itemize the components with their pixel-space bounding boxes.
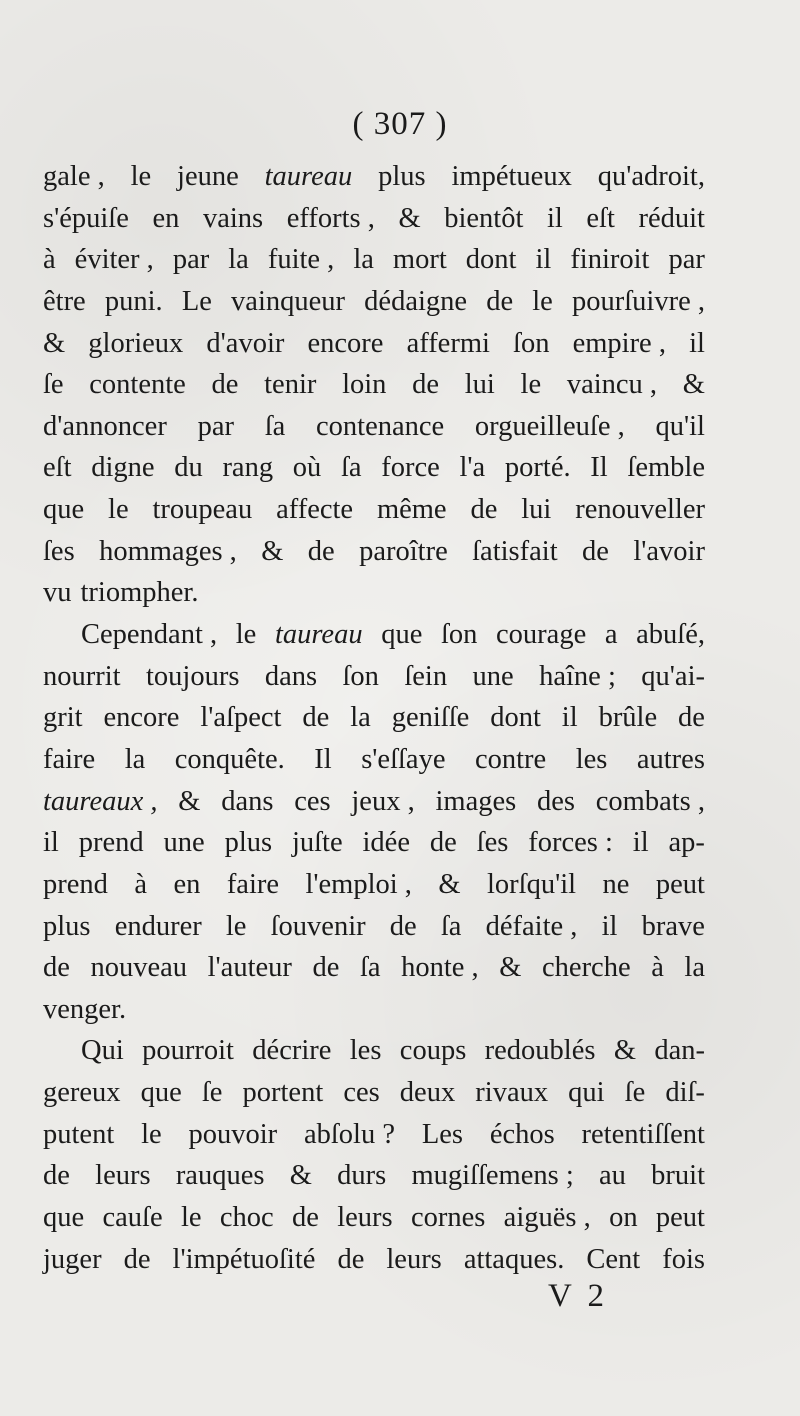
word: combats , — [595, 785, 705, 817]
word: impétueux — [451, 161, 572, 192]
word: & — [613, 1035, 636, 1067]
word: que — [140, 1077, 182, 1109]
word: contre — [474, 743, 547, 775]
word: il — [546, 202, 563, 234]
word: que — [381, 619, 423, 651]
word: il — [561, 702, 578, 734]
word: Cent — [586, 1243, 641, 1275]
word: aiguës , — [503, 1202, 591, 1234]
word: brave — [641, 910, 705, 942]
word: renouveller — [575, 494, 705, 526]
word: ſatisfait — [472, 535, 558, 567]
word: idée — [362, 827, 410, 859]
word: & — [499, 952, 522, 984]
word: peut — [655, 1202, 705, 1234]
word: il — [632, 827, 649, 859]
word: ſon — [342, 660, 379, 692]
word: qu'adroit, — [597, 161, 705, 192]
word: le — [520, 369, 542, 401]
word: nouveau — [90, 952, 188, 984]
word: loin — [342, 369, 387, 401]
word: jeune — [177, 161, 239, 192]
word: ſouvenir — [270, 910, 366, 942]
word: de — [43, 952, 70, 984]
word: Cependant , — [81, 619, 218, 651]
word: ſa — [340, 452, 362, 484]
word: les — [349, 1035, 382, 1067]
word: la — [124, 743, 146, 775]
word: mort — [392, 244, 447, 276]
word: le — [130, 161, 152, 192]
word: plus — [378, 161, 426, 192]
word: tenir — [264, 369, 317, 401]
text-line — [43, 1239, 705, 1281]
word: d'annoncer — [43, 410, 167, 442]
word: bientôt — [444, 202, 524, 234]
word: geniſſe — [391, 702, 470, 734]
word: Il — [314, 743, 332, 775]
word: de — [389, 910, 417, 942]
word: ſa — [440, 910, 462, 942]
word: a — [604, 619, 618, 651]
text-line — [43, 323, 705, 365]
word: faire — [226, 868, 280, 900]
text-line — [43, 656, 705, 698]
word: ſe — [43, 369, 64, 401]
word: finiroit — [570, 244, 650, 276]
word: vaincu , — [566, 369, 658, 401]
word: on — [609, 1202, 638, 1234]
word: dédaigne — [364, 285, 468, 317]
word: triompher. — [80, 577, 199, 609]
word: par — [172, 244, 210, 276]
word: rang — [222, 452, 274, 484]
word: brûle — [598, 702, 658, 734]
word: en — [173, 868, 201, 900]
text-line — [43, 239, 705, 281]
text-line — [43, 406, 705, 448]
word: coups — [399, 1035, 467, 1067]
word: éviter , — [74, 244, 154, 276]
word: le — [141, 1118, 162, 1150]
word: affecte — [276, 494, 354, 526]
signature-mark: V 2 — [548, 1278, 608, 1314]
word: ces — [343, 1077, 380, 1109]
word: empire , — [572, 327, 666, 359]
word: il — [43, 827, 59, 859]
word: rauques — [175, 1160, 265, 1192]
word: images — [435, 785, 517, 817]
word: & — [682, 369, 705, 401]
word: glorieux — [88, 327, 184, 359]
word: taureaux , — [43, 785, 158, 817]
word: toujours — [146, 660, 240, 692]
word: défaite , — [485, 910, 578, 942]
word: s'épuiſe — [43, 202, 129, 234]
word: ſes — [476, 827, 509, 859]
word: que — [43, 1202, 85, 1234]
word: putent — [43, 1118, 115, 1150]
word: gale , — [43, 161, 105, 192]
word: leurs — [386, 1243, 442, 1275]
text-line — [43, 281, 705, 323]
word: honte , — [401, 952, 479, 984]
word: le — [108, 494, 129, 526]
word: de — [307, 535, 335, 567]
text-line — [43, 198, 705, 240]
word: grit — [43, 702, 83, 734]
page-number: ( 307 ) — [352, 106, 448, 142]
word: l'avoir — [633, 535, 705, 567]
word: il — [689, 327, 705, 359]
text-line — [43, 947, 705, 989]
word: & — [178, 785, 201, 817]
word: une — [163, 827, 205, 859]
text-line — [43, 1030, 705, 1072]
word: forces : — [528, 827, 613, 859]
word: pourſuivre , — [572, 285, 705, 317]
word: la — [350, 702, 371, 734]
word: au — [599, 1160, 626, 1192]
word: l'emploi , — [305, 868, 412, 900]
word: diſ- — [665, 1077, 705, 1109]
word: contente — [89, 369, 186, 401]
word: ſa — [264, 410, 286, 442]
word: retentiſſent — [581, 1118, 705, 1150]
word: cornes — [410, 1202, 486, 1234]
word: par — [197, 410, 234, 442]
word: rivaux — [475, 1077, 549, 1109]
word: plus — [224, 827, 273, 859]
word: affermi — [406, 327, 490, 359]
word: endurer — [114, 910, 202, 942]
word: ſe — [624, 1077, 646, 1109]
word: l'a — [459, 452, 486, 484]
text-line — [43, 864, 705, 906]
text-line — [43, 531, 705, 573]
word: eſt — [43, 452, 72, 484]
word: de — [291, 1202, 319, 1234]
word: qui — [568, 1077, 605, 1109]
word: haîne ; — [539, 660, 616, 692]
word: il — [535, 244, 552, 276]
word: paroître — [359, 535, 448, 567]
word: de — [312, 952, 340, 984]
word: & — [438, 868, 461, 900]
word: l'impétuoſité — [172, 1243, 316, 1275]
word: de — [43, 1160, 70, 1192]
word: durs — [337, 1160, 387, 1192]
text-line — [43, 572, 705, 614]
word: qu'ai- — [641, 660, 705, 692]
text-line — [43, 1155, 705, 1197]
word: prend — [43, 868, 108, 900]
word: de — [486, 285, 514, 317]
word: portent — [242, 1077, 324, 1109]
word: ſes — [43, 535, 75, 567]
word: cherche — [542, 952, 631, 984]
word: la — [228, 244, 249, 276]
word: fuite , — [267, 244, 335, 276]
word: conquête. — [174, 743, 285, 775]
word: vainqueur — [231, 285, 346, 317]
word: Il — [590, 452, 608, 484]
word: de — [678, 702, 705, 734]
word: encore — [307, 327, 384, 359]
word: cauſe — [102, 1202, 163, 1234]
word: hommages , — [99, 535, 237, 567]
word: Le — [181, 285, 212, 317]
word: ap- — [668, 827, 705, 859]
word: vains — [202, 202, 264, 234]
word: échos — [489, 1118, 555, 1150]
word: faire — [43, 743, 96, 775]
text-line — [43, 697, 705, 739]
word: dont — [465, 244, 517, 276]
word: courage — [496, 619, 587, 651]
word: ſa — [359, 952, 381, 984]
word: en — [152, 202, 180, 234]
word: lui — [521, 494, 552, 526]
word: où — [292, 452, 322, 484]
word: troupeau — [152, 494, 253, 526]
word: taureau — [274, 619, 363, 651]
text-line — [43, 1114, 705, 1156]
word: ſemble — [627, 452, 705, 484]
word: de — [412, 369, 440, 401]
word: Qui — [81, 1035, 124, 1067]
word: du — [174, 452, 203, 484]
word: Les — [421, 1118, 463, 1150]
text-line — [43, 156, 705, 198]
word: nourrit — [43, 660, 121, 692]
text-line — [43, 906, 705, 948]
word: jeux , — [351, 785, 415, 817]
word: ces — [294, 785, 331, 817]
word: fois — [662, 1243, 705, 1275]
word: efforts , — [286, 202, 375, 234]
word: contenance — [316, 410, 445, 442]
word: lui — [464, 369, 495, 401]
word: choc — [219, 1202, 274, 1234]
word: de — [123, 1243, 151, 1275]
word: à — [651, 952, 664, 984]
word: encore — [103, 702, 180, 734]
text-line — [43, 489, 705, 531]
word: abuſé, — [636, 619, 705, 651]
word: que — [43, 494, 85, 526]
word: leurs — [337, 1202, 393, 1234]
word: il — [601, 910, 618, 942]
word: le — [180, 1202, 202, 1234]
text-line — [43, 1072, 705, 1114]
word: le — [225, 910, 247, 942]
word: abſolu ? — [303, 1118, 395, 1150]
word: même — [376, 494, 447, 526]
word: qu'il — [655, 410, 705, 442]
word: eſt — [586, 202, 615, 234]
word: de — [302, 702, 330, 734]
word: ſein — [404, 660, 448, 692]
word: dans — [221, 785, 274, 817]
word: juſte — [291, 827, 343, 859]
word: autres — [636, 743, 705, 775]
word: par — [668, 244, 705, 276]
text-line — [43, 739, 705, 781]
text-line — [43, 614, 705, 656]
word: juger — [43, 1243, 102, 1275]
word: le — [235, 619, 257, 651]
word: ſon — [440, 619, 478, 651]
word: & — [43, 327, 66, 359]
word: vu — [43, 577, 72, 609]
word: l'aſpect — [200, 702, 282, 734]
word: dan- — [654, 1035, 705, 1067]
word: deux — [399, 1077, 456, 1109]
word: lorſqu'il — [487, 868, 577, 900]
word: digne — [91, 452, 155, 484]
word: bruit — [651, 1160, 705, 1192]
word: gereux — [43, 1077, 121, 1109]
text-line — [43, 781, 705, 823]
word: ſon — [513, 327, 550, 359]
word: la — [353, 244, 374, 276]
word: les — [575, 743, 608, 775]
word: décrire — [252, 1035, 332, 1067]
word: de — [470, 494, 498, 526]
word: & — [289, 1160, 312, 1192]
word: d'avoir — [206, 327, 285, 359]
body-text — [43, 156, 705, 1280]
word: orgueilleuſe , — [474, 410, 625, 442]
word: l'auteur — [207, 952, 292, 984]
word: de — [429, 827, 457, 859]
word: attaques. — [463, 1243, 565, 1275]
word: une — [472, 660, 514, 692]
word: taureau — [264, 161, 353, 192]
word: réduit — [638, 202, 705, 234]
word: porté. — [504, 452, 571, 484]
word: de — [582, 535, 609, 567]
word: dans — [264, 660, 318, 692]
word: pouvoir — [188, 1118, 278, 1150]
word: leurs — [95, 1160, 151, 1192]
word: venger. — [43, 993, 127, 1025]
word: puni. — [104, 285, 163, 317]
text-line — [43, 989, 705, 1031]
word: redoublés — [484, 1035, 596, 1067]
word: s'eſſaye — [361, 743, 446, 775]
word: dont — [490, 702, 541, 734]
word: plus — [43, 910, 91, 942]
word: des — [536, 785, 575, 817]
word: peut — [655, 868, 705, 900]
word: à — [43, 244, 56, 276]
word: & — [398, 202, 421, 234]
word: pourroit — [142, 1035, 234, 1067]
word: de — [337, 1243, 365, 1275]
text-line — [43, 364, 705, 406]
word: être — [43, 285, 86, 317]
word: la — [684, 952, 705, 984]
word: & — [261, 535, 284, 567]
word: ſe — [201, 1077, 223, 1109]
text-line — [43, 447, 705, 489]
word: force — [381, 452, 440, 484]
text-line — [43, 822, 705, 864]
word: prend — [78, 827, 144, 859]
word: ne — [602, 868, 630, 900]
text-line — [43, 1197, 705, 1239]
word: à — [134, 868, 147, 900]
word: de — [211, 369, 239, 401]
word: le — [532, 285, 553, 317]
word: mugiſſemens ; — [411, 1160, 574, 1192]
